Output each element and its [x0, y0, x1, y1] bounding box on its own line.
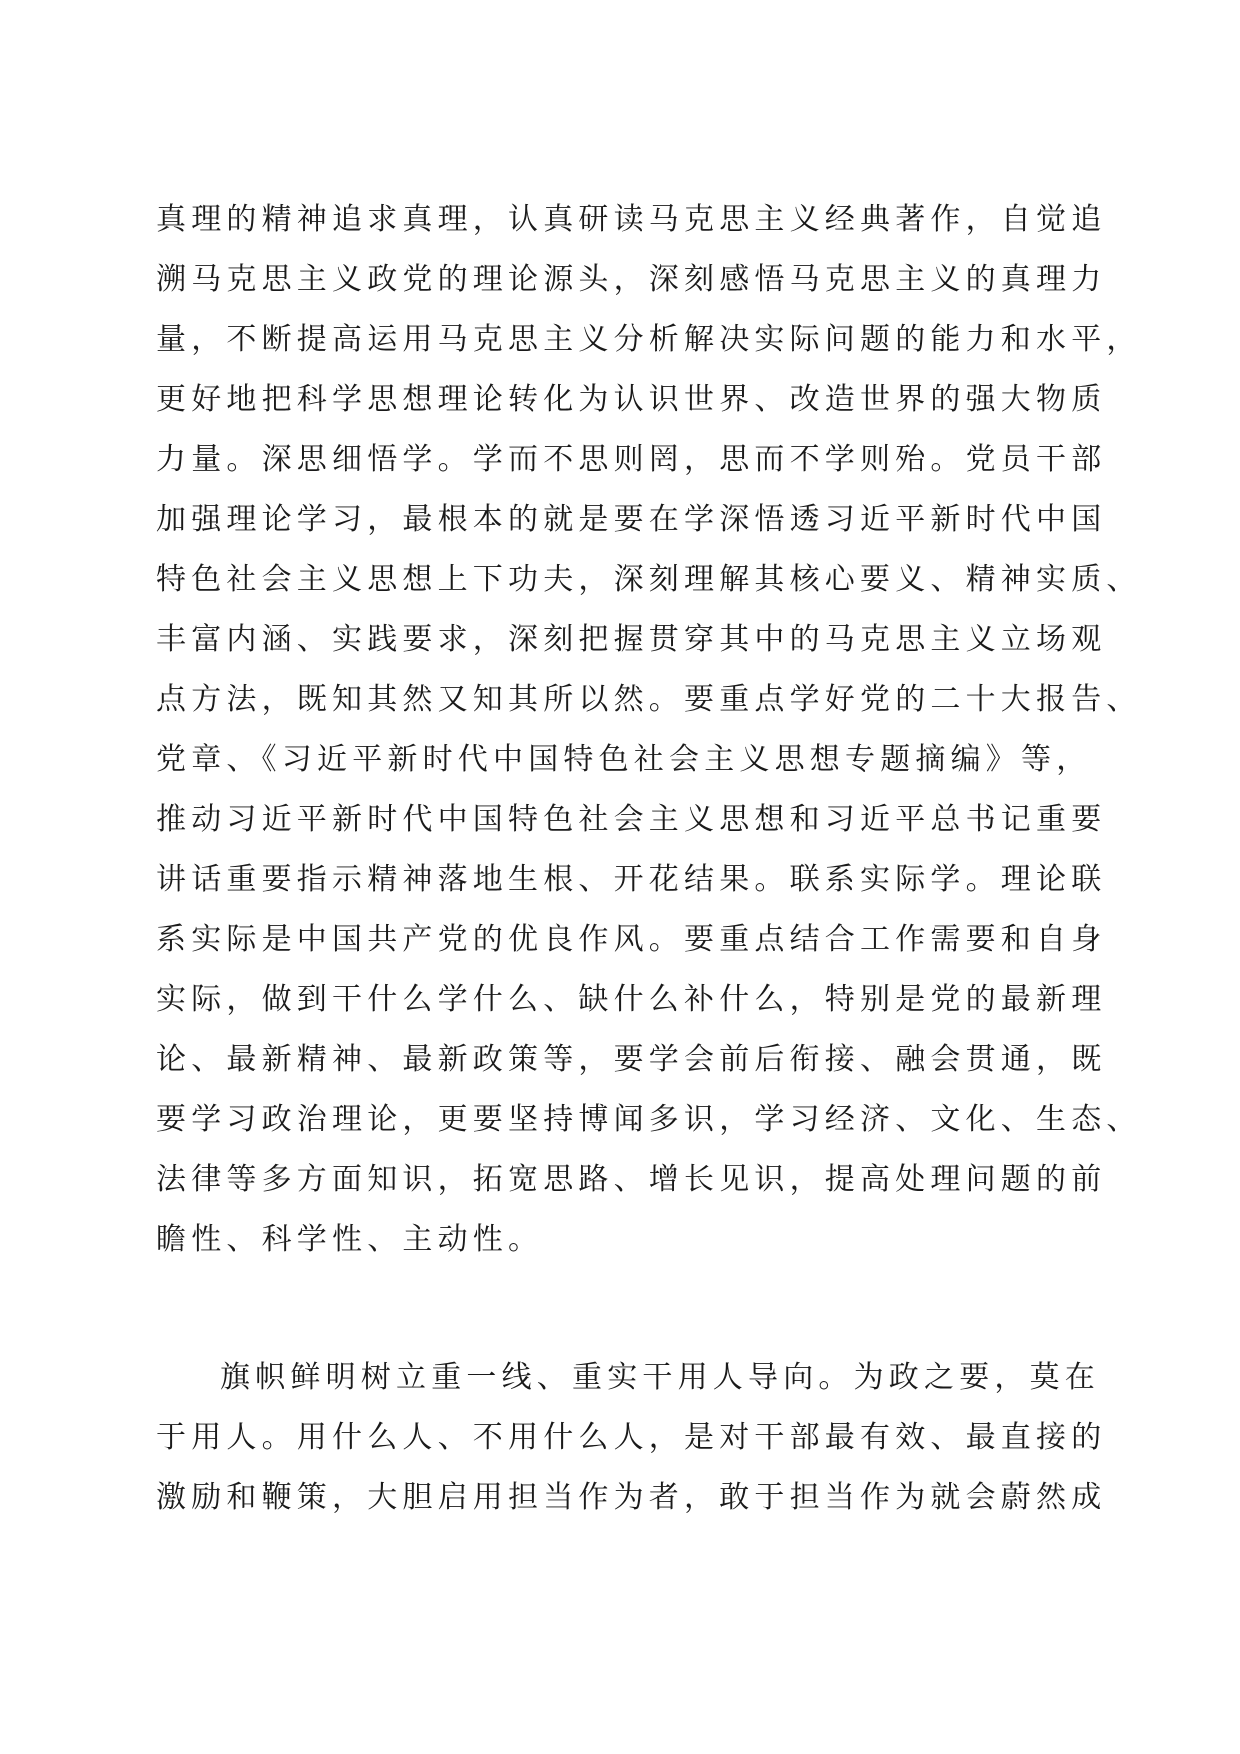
text-line: 力量。深思细悟学。学而不思则罔，思而不学则殆。党员干部: [156, 442, 1107, 477]
text-line: 特色社会主义思想上下功夫，深刻理解其核心要义、精神实质、: [156, 562, 1142, 597]
text-line: 讲话重要指示精神落地生根、开花结果。联系实际学。理论联: [156, 862, 1107, 897]
text-line: 要学习政治理论，更要坚持博闻多识，学习经济、文化、生态、: [156, 1102, 1142, 1137]
text-line: 旗帜鲜明树立重一线、重实干用人导向。为政之要，莫在: [220, 1360, 1100, 1395]
text-line: 实际，做到干什么学什么、缺什么补什么，特别是党的最新理: [156, 982, 1107, 1017]
text-line: 激励和鞭策，大胆启用担当作为者，敢于担当作为就会蔚然成: [156, 1480, 1107, 1515]
text-line: 更好地把科学思想理论转化为认识世界、改造世界的强大物质: [156, 382, 1107, 417]
text-line: 论、最新精神、最新政策等，要学会前后衔接、融会贯通，既: [156, 1042, 1107, 1077]
text-line: 系实际是中国共产党的优良作风。要重点结合工作需要和自身: [156, 922, 1107, 957]
text-line: 溯马克思主义政党的理论源头，深刻感悟马克思主义的真理力: [156, 262, 1107, 297]
paragraph-1: [156, 190, 1142, 1270]
text-line: 丰富内涵、实践要求，深刻把握贯穿其中的马克思主义立场观: [156, 622, 1107, 657]
paragraph-2: [156, 1348, 1106, 1528]
text-line: 点方法，既知其然又知其所以然。要重点学好党的二十大报告、: [156, 682, 1142, 717]
text-line: 于用人。用什么人、不用什么人，是对干部最有效、最直接的: [156, 1420, 1107, 1455]
text-line: 法律等多方面知识，拓宽思路、增长见识，提高处理问题的前: [156, 1162, 1107, 1197]
text-line: 瞻性、科学性、主动性。: [156, 1222, 544, 1257]
text-line: 推动习近平新时代中国特色社会主义思想和习近平总书记重要: [156, 802, 1107, 837]
text-line: 党章、《习近平新时代中国特色社会主义思想专题摘编》等，: [156, 742, 1092, 777]
text-line: 加强理论学习，最根本的就是要在学深悟透习近平新时代中国: [156, 502, 1107, 537]
text-line: 量，不断提高运用马克思主义分析解决实际问题的能力和水平，: [156, 322, 1142, 357]
text-line: 真理的精神追求真理，认真研读马克思主义经典著作，自觉追: [156, 202, 1107, 237]
